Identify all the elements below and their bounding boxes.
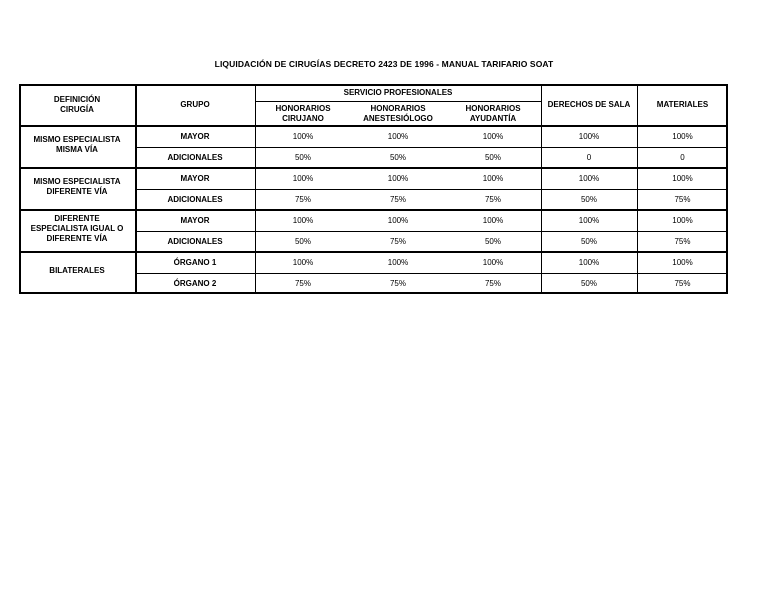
value-materiales: 100% (672, 257, 693, 267)
table-gridline (19, 251, 728, 253)
section-definition: MISMO ESPECIALISTA MISMA VÍA (33, 135, 121, 154)
value-materiales: 100% (672, 173, 693, 183)
table-gridline (19, 292, 728, 294)
header-derechos-sala: DERECHOS DE SALA (547, 100, 631, 109)
table-gridline (135, 273, 728, 274)
value-honorarios-anestesiologo: 100% (387, 257, 409, 267)
table-gridline (255, 101, 541, 102)
row-grupo: ÓRGANO 2 (173, 278, 217, 288)
header-servicio-profesionales: SERVICIO PROFESIONALES (343, 88, 453, 97)
value-honorarios-anestesiologo: 100% (387, 215, 409, 225)
value-honorarios-anestesiologo: 75% (389, 236, 406, 246)
value-materiales: 100% (672, 215, 693, 225)
value-honorarios-cirujano: 50% (294, 152, 311, 162)
value-honorarios-ayudantia: 100% (482, 257, 504, 267)
header-materiales: MATERIALES (656, 100, 709, 109)
value-derechos-sala: 100% (578, 173, 600, 183)
value-derechos-sala: 100% (578, 257, 600, 267)
value-honorarios-anestesiologo: 100% (387, 131, 409, 141)
header-honorarios-ayudantia: HONORARIOS AYUDANTÍA (465, 104, 521, 123)
value-honorarios-ayudantia: 75% (484, 278, 501, 288)
value-honorarios-ayudantia: 100% (482, 131, 504, 141)
value-derechos-sala: 100% (578, 215, 600, 225)
value-honorarios-ayudantia: 100% (482, 215, 504, 225)
value-honorarios-ayudantia: 50% (484, 236, 501, 246)
table-gridline (135, 231, 728, 232)
table-gridline (19, 125, 728, 127)
table-gridline (19, 84, 21, 294)
value-honorarios-anestesiologo: 75% (389, 278, 406, 288)
table-gridline (19, 167, 728, 169)
row-grupo: MAYOR (180, 173, 210, 183)
value-honorarios-anestesiologo: 50% (389, 152, 406, 162)
value-derechos-sala: 50% (580, 236, 597, 246)
value-honorarios-cirujano: 50% (294, 236, 311, 246)
value-honorarios-cirujano: 100% (292, 131, 314, 141)
table-gridline (135, 84, 137, 294)
table-gridline (135, 147, 728, 148)
value-honorarios-ayudantia: 100% (482, 173, 504, 183)
header-definicion: DEFINICIÓN CIRUGÍA (53, 95, 101, 114)
value-derechos-sala: 50% (580, 278, 597, 288)
value-honorarios-cirujano: 100% (292, 257, 314, 267)
value-honorarios-ayudantia: 75% (484, 194, 501, 204)
section-definition: DIFERENTE ESPECIALISTA IGUAL O DIFERENTE VÍA (30, 214, 124, 243)
table-gridline (19, 209, 728, 211)
value-materiales: 75% (674, 236, 691, 246)
table-gridline (637, 84, 638, 294)
page-title: LIQUIDACIÓN DE CIRUGÍAS DECRETO 2423 DE 1996 - MANUAL TARIFARIO SOAT (214, 59, 554, 69)
section-definition: MISMO ESPECIALISTA DIFERENTE VÍA (33, 177, 121, 196)
row-grupo: ADICIONALES (167, 152, 223, 162)
value-honorarios-cirujano: 100% (292, 173, 314, 183)
value-materiales: 75% (674, 194, 691, 204)
liquidation-table (19, 84, 728, 294)
row-grupo: MAYOR (180, 131, 210, 141)
value-honorarios-cirujano: 75% (294, 194, 311, 204)
row-grupo: MAYOR (180, 215, 210, 225)
value-derechos-sala: 100% (578, 131, 600, 141)
value-derechos-sala: 0 (586, 152, 592, 162)
table-gridline (255, 84, 256, 294)
value-derechos-sala: 50% (580, 194, 597, 204)
table-gridline (541, 84, 542, 294)
row-grupo: ADICIONALES (167, 194, 223, 204)
table-gridline (135, 189, 728, 190)
header-honorarios-cirujano: HONORARIOS CIRUJANO (275, 104, 331, 123)
value-materiales: 100% (672, 131, 693, 141)
value-materiales: 75% (674, 278, 691, 288)
row-grupo: ADICIONALES (167, 236, 223, 246)
value-honorarios-anestesiologo: 100% (387, 173, 409, 183)
value-honorarios-cirujano: 100% (292, 215, 314, 225)
value-materiales: 0 (680, 152, 685, 162)
header-honorarios-anestesiologo: HONORARIOS ANESTESIÓLOGO (363, 104, 433, 123)
row-grupo: ÓRGANO 1 (173, 257, 217, 267)
value-honorarios-cirujano: 75% (294, 278, 311, 288)
value-honorarios-anestesiologo: 75% (389, 194, 406, 204)
table-gridline (19, 84, 728, 86)
header-grupo: GRUPO (180, 100, 210, 109)
value-honorarios-ayudantia: 50% (484, 152, 501, 162)
section-definition: BILATERALES (49, 266, 105, 275)
